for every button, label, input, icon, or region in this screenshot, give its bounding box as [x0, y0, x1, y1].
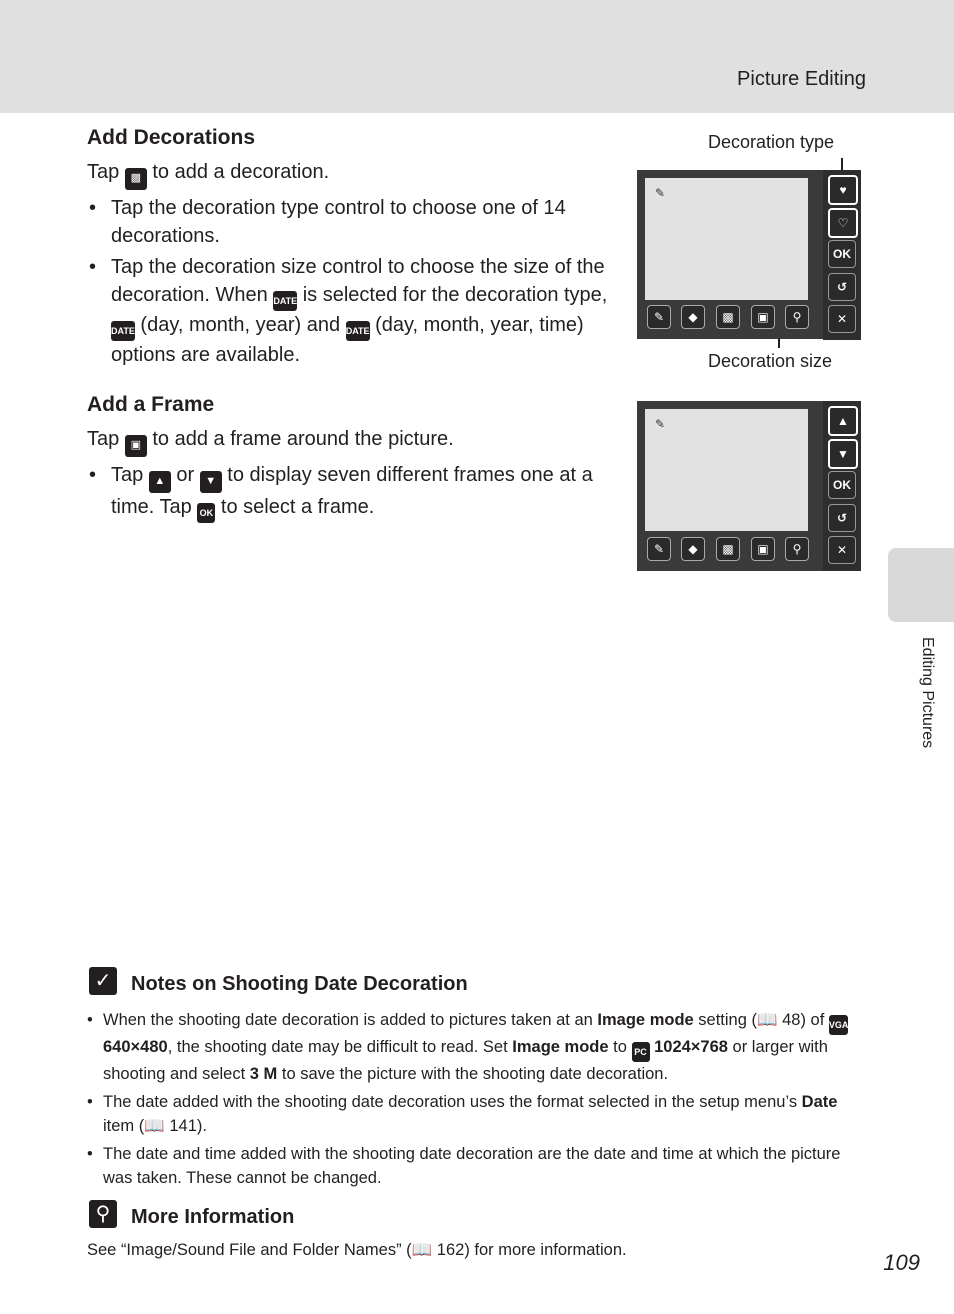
vga-icon: VGA: [829, 1015, 849, 1035]
magnifier-icon: ⚲: [89, 1200, 117, 1228]
decorations-heading: Add Decorations: [87, 126, 256, 149]
book-icon: 📖: [756, 1011, 778, 1029]
down-arrow-icon: ▼: [200, 471, 222, 493]
ok-icon: OK: [197, 503, 215, 523]
date-dmy-icon: DATE: [111, 321, 135, 341]
book-icon: 📖: [144, 1117, 165, 1135]
preview-area: [645, 409, 808, 531]
decorations-bullet-2: • Tap the decoration size control to choose the size of the decoration. When DATE is selected for the decoration type, DATE (day, month, year) and DATE (day, month, year, time) options are available.: [87, 253, 617, 369]
heart-icon[interactable]: ♥: [828, 175, 858, 205]
right-controls: [823, 170, 861, 340]
zoom-icon[interactable]: ⚲: [785, 537, 809, 561]
date-icon: DATE: [273, 291, 297, 311]
stamp-icon[interactable]: ▩: [716, 537, 740, 561]
frame-bullet: • Tap ▲ or ▼ to display seven different frames one at a time. Tap OK to select a frame.: [87, 461, 617, 523]
callout-decoration-type: Decoration type: [708, 132, 835, 152]
ok-button[interactable]: OK: [828, 240, 856, 268]
side-tab: [888, 548, 954, 622]
more-info-text: See “Image/Sound File and Folder Names” (📖 162) for more information.: [87, 1241, 627, 1259]
callout-decoration-size: Decoration size: [708, 351, 833, 371]
checkmark-icon: ✓: [89, 967, 117, 995]
toolbar: [641, 533, 826, 567]
frame-body: [87, 425, 617, 526]
note-item-1: • When the shooting date decoration is added to pictures taken at an Image mode setting (📖 48) of VGA 640×480, the shooting date may be difficult to read. Set Image mode to PC 1024×768 or larger with shooting and select 3 M to save the picture with the shooting date decoration.: [87, 1008, 867, 1086]
close-icon[interactable]: ✕: [828, 536, 856, 564]
zoom-icon[interactable]: ⚲: [785, 305, 809, 329]
note-item-2: • The date added with the shooting date decoration uses the format selected in the setup menu’s Date item (📖 141).: [87, 1090, 867, 1138]
heart-size-icon[interactable]: ♡: [828, 208, 858, 238]
page-header: [0, 0, 954, 113]
decorations-body: [87, 158, 617, 372]
eraser-icon[interactable]: ◆: [681, 537, 705, 561]
up-arrow-icon[interactable]: ▲: [828, 406, 858, 436]
undo-icon[interactable]: ↺: [828, 273, 856, 301]
side-label: Editing Pictures: [919, 637, 936, 749]
ok-button[interactable]: OK: [828, 471, 856, 499]
down-arrow-icon[interactable]: ▼: [828, 439, 858, 469]
stamp-icon: ▩: [125, 168, 147, 190]
pc-icon: PC: [632, 1042, 650, 1062]
stamp-icon[interactable]: ▩: [716, 305, 740, 329]
toolbar: [641, 301, 826, 335]
date-time-icon: DATE: [346, 321, 370, 341]
preview-area: [645, 178, 808, 300]
pencil-icon: ✎: [655, 417, 666, 431]
pencil-icon: ✎: [655, 186, 666, 200]
note-item-3: • The date and time added with the shooting date decoration are the date and time at which the picture was taken. These cannot be changed.: [87, 1142, 867, 1190]
frame-icon: ▣: [125, 435, 147, 457]
camera-screen-frame: [637, 401, 861, 571]
camera-screen-decoration: [637, 170, 861, 339]
frame-intro: Tap ▣ to add a frame around the picture.: [87, 425, 617, 457]
up-arrow-icon: ▲: [149, 471, 171, 493]
close-icon[interactable]: ✕: [828, 305, 856, 333]
book-icon: 📖: [411, 1241, 433, 1259]
right-controls: [823, 401, 861, 571]
undo-icon[interactable]: ↺: [828, 504, 856, 532]
pencil-icon[interactable]: ✎: [647, 305, 671, 329]
frame-heading: Add a Frame: [87, 393, 215, 416]
frame-icon[interactable]: ▣: [751, 537, 775, 561]
decorations-intro: Tap ▩ to add a decoration.: [87, 158, 617, 190]
notes-list: [87, 1008, 867, 1194]
frame-icon[interactable]: ▣: [751, 305, 775, 329]
page-number: 109: [883, 1250, 920, 1275]
notes-title: Notes on Shooting Date Decoration: [131, 973, 468, 995]
eraser-icon[interactable]: ◆: [681, 305, 705, 329]
pencil-icon[interactable]: ✎: [647, 537, 671, 561]
decorations-bullet-1: • Tap the decoration type control to choose one of 14 decorations.: [87, 194, 617, 250]
section-title: Picture Editing: [737, 68, 866, 90]
more-info-title: More Information: [131, 1206, 295, 1228]
